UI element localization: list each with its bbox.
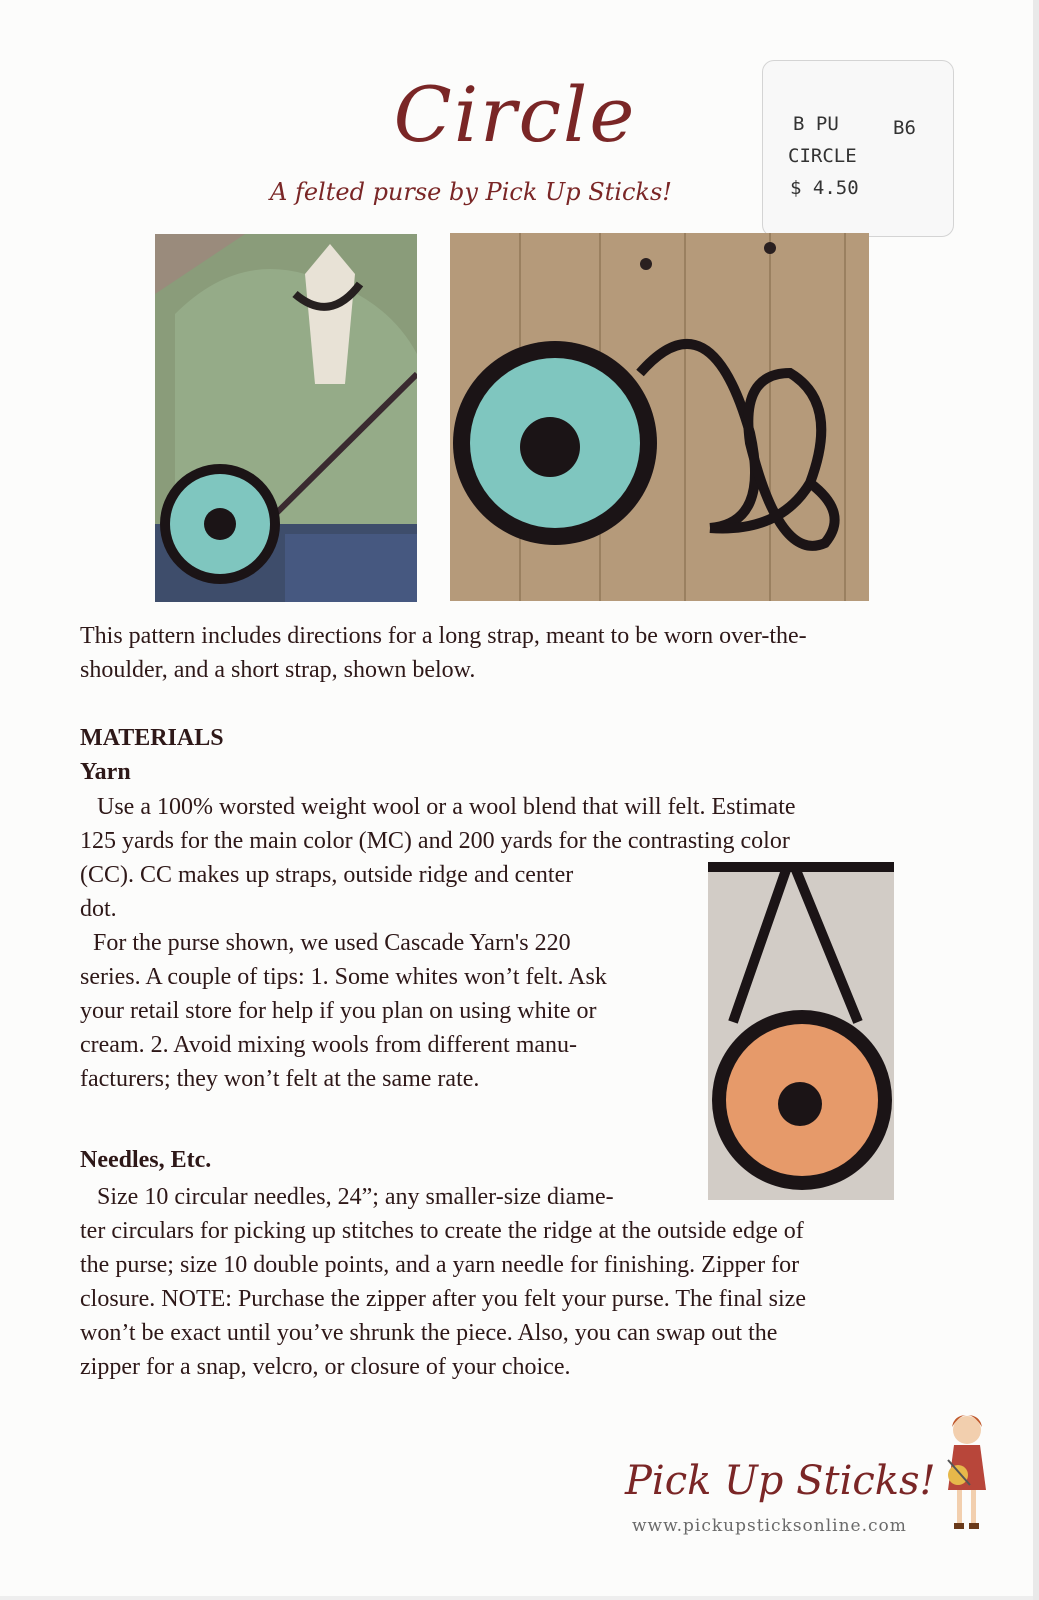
yarn-heading: Yarn bbox=[80, 759, 131, 785]
needles-line: closure. NOTE: Purchase the zipper after you felt your purse. The final size bbox=[80, 1286, 806, 1312]
yarn-line: your retail store for help if you plan on using white or bbox=[80, 998, 597, 1024]
price-sticker-code: B PU bbox=[793, 113, 839, 135]
needles-line: Size 10 circular needles, 24”; any smaller-size diame- bbox=[97, 1184, 614, 1210]
yarn-line: 125 yards for the main color (MC) and 200 yards for the contrasting color bbox=[80, 828, 790, 854]
model-wearing-purse-photo bbox=[155, 234, 417, 602]
page-title: Circle bbox=[393, 70, 637, 159]
page-subtitle: A felted purse by Pick Up Sticks! bbox=[270, 178, 672, 206]
needles-line: the purse; size 10 double points, and a yarn needle for finishing. Zipper for bbox=[80, 1252, 800, 1278]
needles-line: ter circulars for picking up stitches to create the ridge at the outside edge of bbox=[80, 1218, 804, 1244]
yarn-line: For the purse shown, we used Cascade Yarn's 220 bbox=[93, 930, 571, 956]
intro-line-1: This pattern includes directions for a long strap, meant to be worn over-the- bbox=[80, 623, 807, 649]
knitter-mascot-icon bbox=[940, 1405, 995, 1540]
yarn-line: Use a 100% worsted weight wool or a wool blend that will felt. Estimate bbox=[97, 794, 796, 820]
price-sticker bbox=[762, 60, 954, 237]
brand-logo-text: Pick Up Sticks! bbox=[625, 1458, 936, 1504]
yarn-line: dot. bbox=[80, 896, 117, 922]
price-sticker-name: CIRCLE bbox=[788, 145, 857, 167]
needles-line: zipper for a snap, velcro, or closure of your choice. bbox=[80, 1354, 571, 1380]
needles-heading: Needles, Etc. bbox=[80, 1147, 212, 1173]
yarn-line: cream. 2. Avoid mixing wools from different manu- bbox=[80, 1032, 578, 1058]
materials-heading: MATERIALS bbox=[80, 725, 224, 751]
yarn-line: facturers; they won’t felt at the same rate. bbox=[80, 1066, 480, 1092]
yarn-line: (CC). CC makes up straps, outside ridge and center bbox=[80, 862, 574, 888]
price-sticker-shelf: B6 bbox=[893, 117, 916, 139]
intro-line-2: shoulder, and a short strap, shown below. bbox=[80, 657, 476, 683]
price-sticker-price: $ 4.50 bbox=[790, 177, 859, 199]
short-strap-purse-photo bbox=[708, 862, 894, 1200]
needles-line: won’t be exact until you’ve shrunk the piece. Also, you can swap out the bbox=[80, 1320, 778, 1346]
purse-on-wood-photo bbox=[450, 233, 869, 601]
website-url: www.pickupsticksonline.com bbox=[632, 1516, 907, 1536]
yarn-line: series. A couple of tips: 1. Some whites won’t felt. Ask bbox=[80, 964, 607, 990]
